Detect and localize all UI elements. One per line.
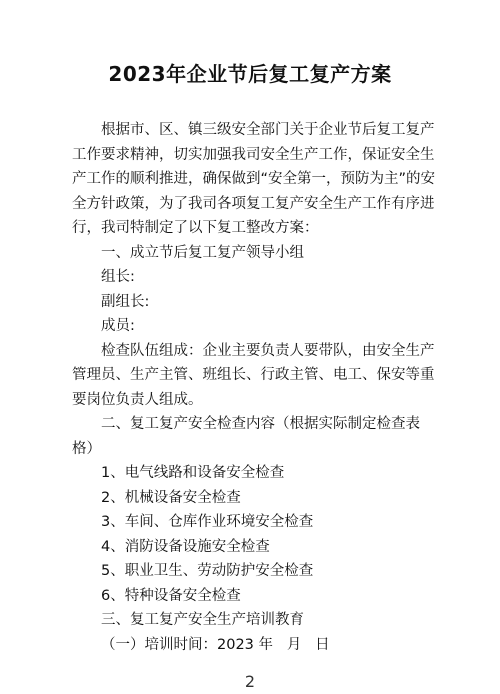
document-body: [72, 118, 436, 657]
training-time-line: （一）培训时间：2023 年 月 日: [101, 636, 330, 653]
deputy-leader-label: 副组长:: [101, 293, 150, 310]
check-item: 3、车间、仓库作业环境安全检查: [101, 514, 314, 530]
members-label: 成员:: [101, 318, 135, 334]
leader-label: 组长:: [101, 269, 135, 285]
check-item: 4、消防设备设施安全检查: [101, 538, 270, 555]
section-heading-3: 三、复工复产安全生产培训教育: [101, 612, 304, 628]
intro-paragraph: 根据市、区、镇三级安全部门关于企业节后复工复产工作要求精神，切实加强我司安全生产工作，保证安全生产工作的顺利推进，确保做到“安全第一，预防为主”的安全方针政策，为了我司各项复工复产安全生产工作有序进行，我司特制定了以下复工整改方案：: [72, 122, 436, 236]
check-item: 1、电气线路和设备安全检查: [101, 465, 285, 481]
page-number: 2: [244, 672, 256, 691]
section-heading-1: 一、成立节后复工复产领导小组: [101, 244, 304, 261]
inspection-team-paragraph: 检查队伍组成：企业主要负责人要带队，由安全生产管理员、生产主管、班组长、行政主管、电工、保安等重要岗位负责人组成。: [72, 342, 435, 408]
check-item: 2、机械设备安全检查: [101, 489, 241, 506]
section-heading-2: 二、复工复产安全检查内容（根据实际制定检查表格）: [72, 416, 420, 457]
check-item: 5、职业卫生、劳动防护安全检查: [101, 563, 314, 579]
document-title: 2023年企业节后复工复产方案: [108, 62, 392, 86]
check-item: 6、特种设备安全检查: [101, 587, 241, 604]
